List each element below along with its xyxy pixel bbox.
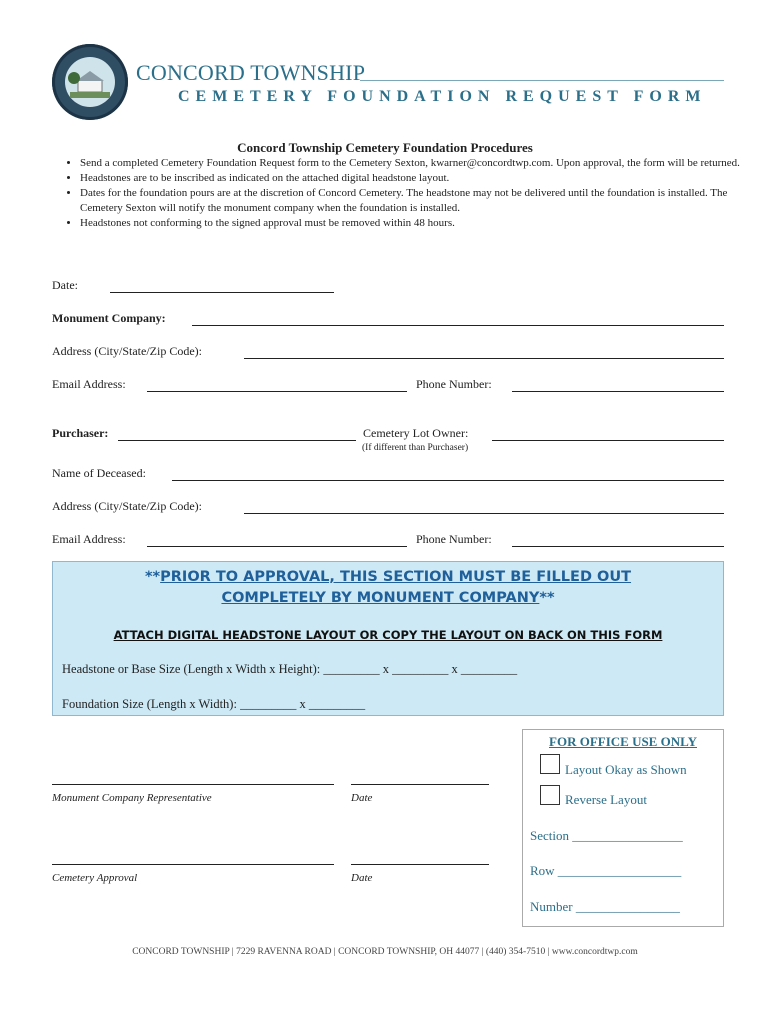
headstone-size-field[interactable]: Headstone or Base Size (Length x Width x Height): _________ x _________ x _________ bbox=[62, 662, 518, 676]
section-field[interactable]: Section _________________ bbox=[530, 828, 683, 843]
procedures-list bbox=[52, 156, 750, 231]
form-title: CEMETERY FOUNDATION REQUEST FORM bbox=[178, 88, 707, 105]
approval-signature-label: Cemetery Approval bbox=[52, 872, 138, 884]
phone-label: Phone Number: bbox=[416, 377, 492, 391]
deceased-label: Name of Deceased: bbox=[52, 466, 146, 480]
email-field-2[interactable] bbox=[147, 546, 407, 547]
email-field[interactable] bbox=[147, 391, 407, 392]
list-item: • Headstones are to be inscribed as indicated on the attached digital headstone layout. bbox=[80, 171, 750, 186]
approval-date-label: Date bbox=[351, 872, 373, 884]
approval-warning-suffix: ** bbox=[539, 590, 555, 606]
date-label: Date: bbox=[52, 278, 78, 292]
lot-owner-field[interactable] bbox=[492, 440, 724, 441]
phone-label-2: Phone Number: bbox=[416, 532, 492, 546]
approval-signature-line[interactable] bbox=[52, 864, 334, 865]
address-field[interactable] bbox=[244, 358, 724, 359]
address-field-2[interactable] bbox=[244, 513, 724, 514]
attach-layout-instruction: ATTACH DIGITAL HEADSTONE LAYOUT OR COPY THE LAYOUT ON BACK ON THIS FORM bbox=[113, 628, 663, 642]
layout-okay-checkbox[interactable] bbox=[540, 754, 560, 774]
approval-warning-line1: PRIOR TO APPROVAL, THIS SECTION MUST BE FILLED OUT bbox=[160, 569, 632, 585]
rep-signature-line[interactable] bbox=[52, 784, 334, 785]
township-title: CONCORD TOWNSHIP bbox=[136, 60, 366, 85]
layout-okay-label: Layout Okay as Shown bbox=[565, 762, 687, 777]
header-rule bbox=[360, 80, 724, 81]
number-field[interactable]: Number ________________ bbox=[530, 899, 680, 914]
list-item: • Send a completed Cemetery Foundation Request form to the Cemetery Sexton, kwarner@concordtwp.com. Upon approval, the form will be returned. bbox=[80, 156, 750, 171]
list-item: • Headstones not conforming to the signed approval must be removed within 48 hours. bbox=[80, 216, 750, 231]
approval-warning-prefix: ** bbox=[144, 569, 161, 585]
rep-date-label: Date bbox=[351, 792, 373, 804]
deceased-field[interactable] bbox=[172, 480, 724, 481]
row-field[interactable]: Row ___________________ bbox=[530, 863, 682, 878]
approval-warning bbox=[52, 567, 724, 609]
office-use-title: FOR OFFICE USE ONLY bbox=[549, 734, 697, 749]
township-seal-logo bbox=[52, 44, 128, 120]
rep-date-line[interactable] bbox=[351, 784, 489, 785]
purchaser-field[interactable] bbox=[118, 440, 356, 441]
lot-owner-label: Cemetery Lot Owner: bbox=[363, 426, 469, 440]
monument-company-label: Monument Company: bbox=[52, 311, 166, 325]
lot-owner-note: (If different than Purchaser) bbox=[362, 443, 469, 453]
phone-field-2[interactable] bbox=[512, 546, 724, 547]
email-label-2: Email Address: bbox=[52, 532, 126, 546]
approval-warning-line2: COMPLETELY BY MONUMENT COMPANY bbox=[221, 590, 540, 606]
procedures-title: Concord Township Cemetery Foundation Procedures bbox=[237, 140, 533, 155]
foundation-size-field[interactable]: Foundation Size (Length x Width): _________ x _________ bbox=[62, 697, 366, 711]
monument-company-field[interactable] bbox=[192, 325, 724, 326]
rep-signature-label: Monument Company Representative bbox=[52, 792, 212, 804]
email-label: Email Address: bbox=[52, 377, 126, 391]
address-label: Address (City/State/Zip Code): bbox=[52, 344, 202, 358]
phone-field[interactable] bbox=[512, 391, 724, 392]
footer-address: CONCORD TOWNSHIP | 7229 RAVENNA ROAD | CONCORD TOWNSHIP, OH 44077 | (440) 354-7510 | www.concordtwp.com bbox=[132, 947, 638, 957]
address-label-2: Address (City/State/Zip Code): bbox=[52, 499, 202, 513]
date-field[interactable] bbox=[110, 292, 334, 293]
list-item: • Dates for the foundation pours are at the discretion of Concord Cemetery. The headstone may not be delivered until the foundation is installed. The Cemetery Sexton will notify the monument company when the foundation is installed. bbox=[80, 186, 750, 216]
purchaser-label: Purchaser: bbox=[52, 426, 109, 440]
reverse-layout-checkbox[interactable] bbox=[540, 785, 560, 805]
approval-date-line[interactable] bbox=[351, 864, 489, 865]
reverse-layout-label: Reverse Layout bbox=[565, 792, 647, 807]
